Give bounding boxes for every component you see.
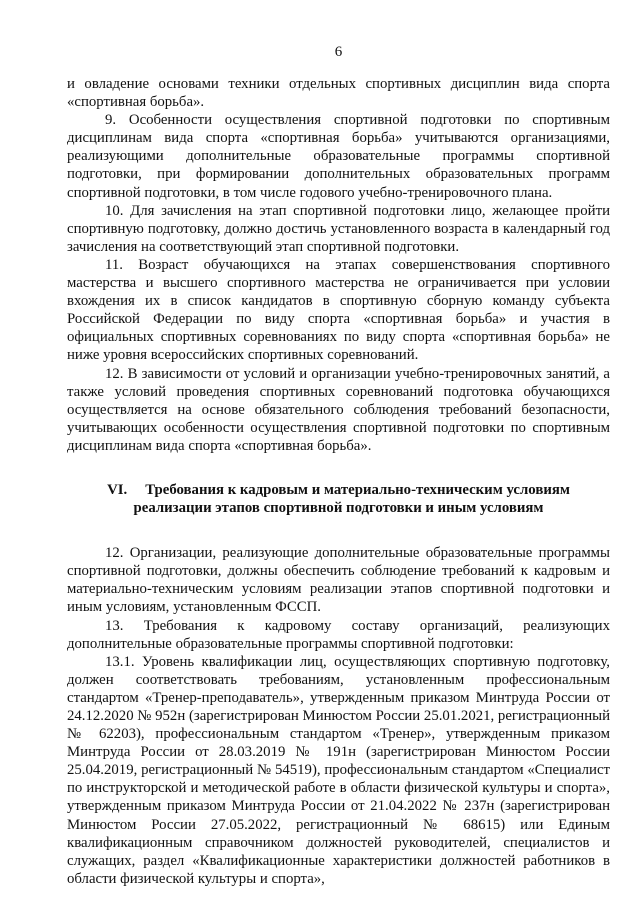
paragraph-13: 13. Требования к кадровому составу организаций, реализующих дополнительные образовательные программы спортивной подготовки: xyxy=(67,617,610,652)
page-number: 6 xyxy=(334,44,343,60)
paragraph-11: 11. Возраст обучающихся на этапах совершенствования спортивного мастерства и высшего спортивного мастерства не ограничивается при условии вхождения их в список кандидатов в спортивную сборную команду субъекта Российской Федерации по виду спорта «спортивная борьба» и участия в официальных спортивных соревнованиях по виду спорта «спортивная борьба» не ниже уровня всероссийских спортивных соревнований. xyxy=(67,256,610,364)
paragraph-13-1: 13.1. Уровень квалификации лиц, осуществляющих спортивную подготовку, должен соответствовать требованиям, установленным профессиональным стандартом «Тренер-преподаватель», утвержденным приказом Минтруда России от 24.12.2020 № 952н (зарегистрирован Минюстом России 25.01.2021, регистрационный № 62203), профессиональным стандартом «Тренер», утвержденным приказом Минтруда России от 28.03.2019 № 191н (зарегистрирован Минюстом России 25.04.2019, регистрационный № 54519), профессиональным стандартом «Специалист по инструкторской и методической работе в области физической культуры и спорта», утвержденным приказом Минтруда России от 21.04.2022 № 237н (зарегистрирован Минюстом России 27.05.2022, регистрационный № 68615) или Единым квалификационным справочником должностей руководителей, специалистов и служащих, раздел «Квалификационные характеристики должностей работников в области физической культуры и спорта», xyxy=(67,653,610,887)
section-title-line-1: Требования к кадровым и материально-техническим условиям xyxy=(145,481,570,498)
section-heading-line-1 xyxy=(67,481,610,499)
paragraph-12: 12. В зависимости от условий и организации учебно-тренировочных занятий, а также условий проведения спортивных соревнований подготовка обучающихся осуществляется на основе обязательного соблюдения требований безопасности, учитывающих особенности осуществления спортивной подготовки по спортивным дисциплинам вида спорта «спортивная борьба». xyxy=(67,365,610,454)
paragraph-continuation: и овладение основами техники отдельных спортивных дисциплин вида спорта «спортивная борьба». xyxy=(67,76,610,111)
section-heading xyxy=(67,481,610,517)
section-number: VI. xyxy=(107,481,128,498)
paragraph-10: 10. Для зачисления на этап спортивной подготовки лицо, желающее пройти спортивную подготовку, должно достичь установленного возраста в календарный год зачисления на соответствующий этап спортивной подготовки. xyxy=(67,202,610,255)
paragraph-section-12: 12. Организации, реализующие дополнительные образовательные программы спортивной подготовки, должны обеспечить соблюдение требований к кадровым и материально-техническим условиям реализации этапов спортивной подготовки и иным условиям, установленным ФССП. xyxy=(67,545,610,616)
section-title-line-2: реализации этапов спортивной подготовки и иным условиям xyxy=(133,500,544,517)
paragraph-9: 9. Особенности осуществления спортивной подготовки по спортивным дисциплинам вида спорта «спортивная борьба» учитываются организациями, реализующими дополнительные образовательные программы спортивной подготовки, при формировании дополнительных образовательных программ спортивной подготовки, в том числе годового учебно-тренировочного плана. xyxy=(67,112,610,201)
